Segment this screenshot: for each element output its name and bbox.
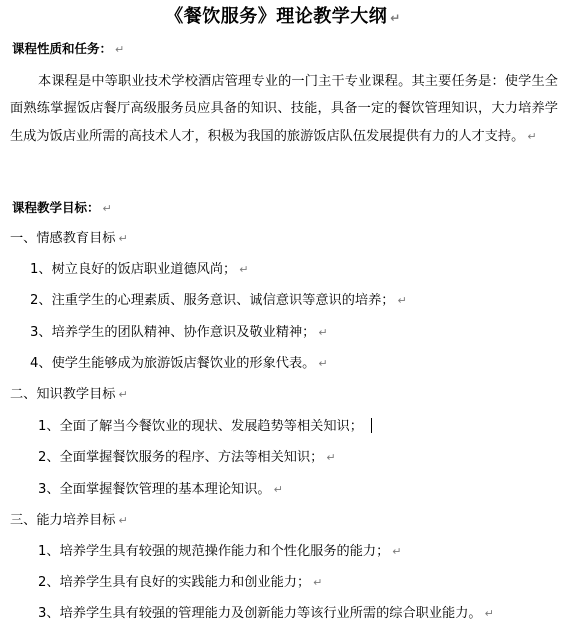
course-nature-heading [12, 40, 124, 59]
list-item-text: 4、使学生能够成为旅游饭店餐饮业的形象代表。 [30, 356, 316, 371]
teaching-goals-heading [12, 199, 112, 218]
heading-text: 课程教学目标： [12, 200, 100, 215]
knowledge-goals-heading [10, 386, 128, 404]
paragraph-mark-icon: ↵ [484, 607, 494, 620]
paragraph-mark-icon: ↵ [397, 294, 407, 307]
heading-text: 二、知识教学目标 [10, 387, 116, 402]
list-item [38, 605, 494, 623]
document-title [0, 4, 566, 31]
paragraph-mark-icon: ↵ [115, 43, 125, 56]
list-item-text: 2、培养学生具有良好的实践能力和创业能力； [38, 575, 311, 590]
paragraph-mark-icon: ↵ [102, 202, 112, 215]
ability-goals-heading [10, 512, 128, 530]
list-item [30, 261, 248, 279]
paragraph-mark-icon: ↵ [239, 263, 249, 276]
paragraph-mark-icon: ↵ [326, 451, 336, 464]
list-item [38, 543, 401, 561]
emotional-goals-heading [10, 230, 128, 248]
paragraph-text: 本课程是中等职业技术学校酒店管理专业的一门主干专业课程。其主要任务是：使学生全面熟练掌握饭店餐厅高级服务员应具备的知识、技能，具备一定的餐饮管理知识，大力培养学生成为饭店业所需的高技术人才，积极为我国的旅游饭店队伍发展提供有力的人才支持。 [10, 74, 558, 144]
paragraph-mark-icon: ↵ [118, 514, 128, 527]
paragraph-mark-icon: ↵ [118, 388, 128, 401]
list-item [30, 292, 407, 310]
list-item-text: 3、全面掌握餐饮管理的基本理论知识。 [38, 482, 271, 497]
list-item [38, 574, 322, 592]
paragraph-mark-icon: ↵ [273, 483, 283, 496]
paragraph-mark-icon: ↵ [527, 129, 537, 143]
list-item-text: 2、注重学生的心理素质、服务意识、诚信意识等意识的培养； [30, 293, 395, 308]
list-item-text: 1、全面了解当今餐饮业的现状、发展趋势等相关知识； [38, 419, 363, 434]
list-item [38, 449, 336, 467]
list-item [38, 418, 372, 436]
list-item-text: 1、树立良好的饭店职业道德风尚； [30, 262, 237, 277]
paragraph-mark-icon: ↵ [390, 11, 401, 25]
heading-text: 三、能力培养目标 [10, 513, 116, 528]
paragraph-mark-icon: ↵ [118, 232, 128, 245]
heading-text: 一、情感教育目标 [10, 231, 116, 246]
list-item-text: 3、培养学生的团队精神、协作意识及敬业精神； [30, 325, 316, 340]
text-cursor [371, 418, 372, 433]
list-item-text: 1、培养学生具有较强的规范操作能力和个性化服务的能力； [38, 544, 390, 559]
list-item-text: 2、全面掌握餐饮服务的程序、方法等相关知识； [38, 450, 324, 465]
paragraph-mark-icon: ↵ [313, 576, 323, 589]
paragraph-mark-icon: ↵ [318, 326, 328, 339]
list-item-text: 3、培养学生具有较强的管理能力及创新能力等该行业所需的综合职业能力。 [38, 606, 482, 621]
list-item [38, 481, 283, 499]
heading-text: 课程性质和任务： [12, 41, 113, 56]
course-nature-paragraph [10, 68, 558, 150]
list-item [30, 355, 328, 373]
paragraph-mark-icon: ↵ [392, 545, 402, 558]
title-text: 《餐饮服务》理论教学大纲 [165, 6, 388, 27]
list-item [30, 324, 328, 342]
paragraph-mark-icon: ↵ [318, 357, 328, 370]
